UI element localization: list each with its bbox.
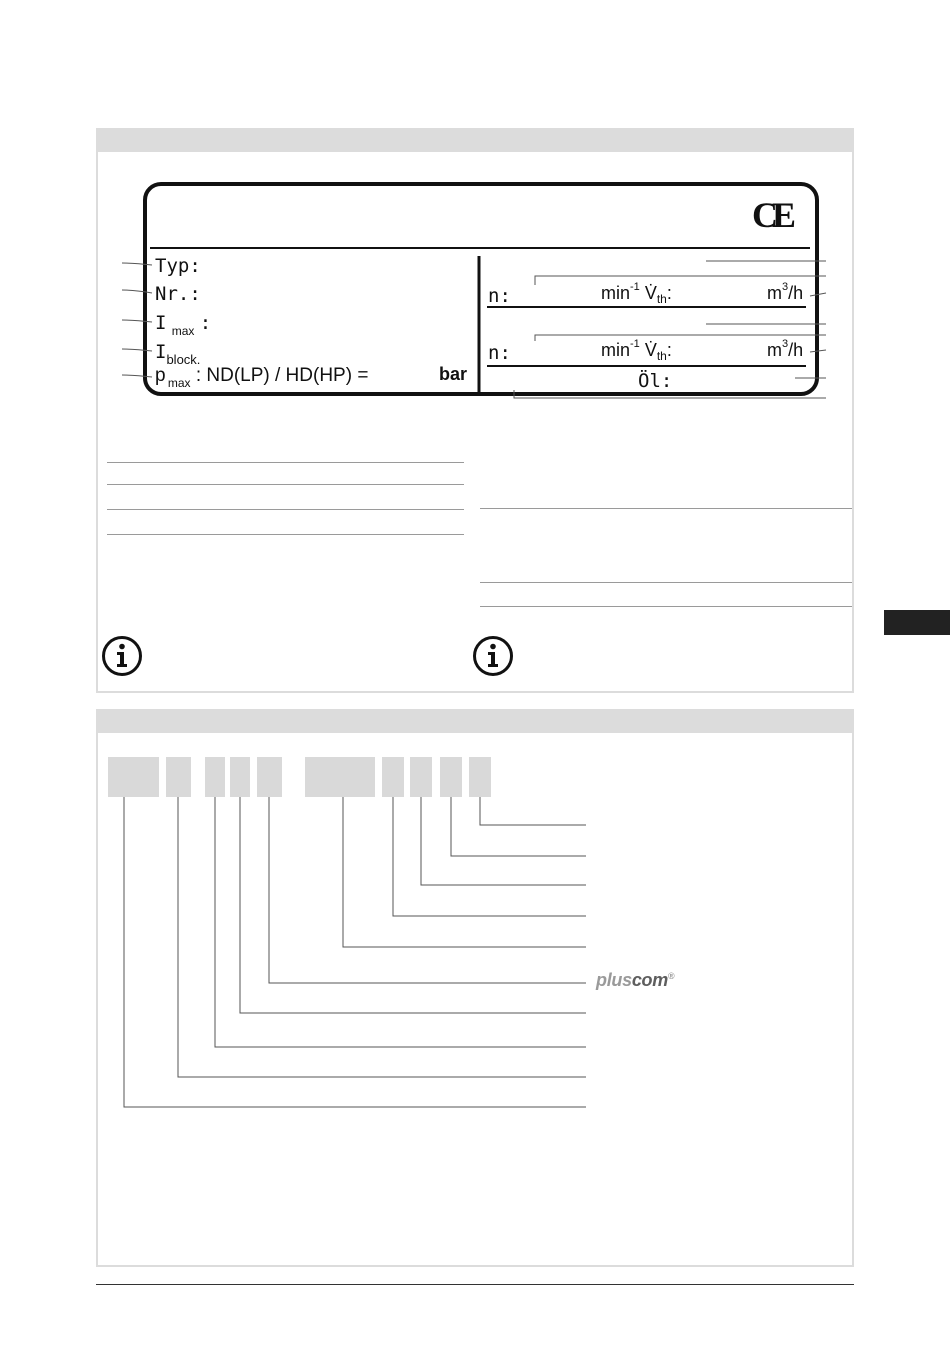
pluscom-logo <box>596 970 674 991</box>
speed-label-1: n: <box>488 285 511 307</box>
m-text: m <box>767 283 782 303</box>
per-hour: /h <box>788 340 804 360</box>
m-exponent: 3 <box>782 338 789 350</box>
v-subscript: th <box>656 349 667 363</box>
m-exponent: 3 <box>782 281 789 293</box>
imax-subscript: max <box>171 324 195 338</box>
min-text: min <box>601 340 631 360</box>
min-exponent: -1 <box>630 338 640 350</box>
v-subscript: th <box>656 292 667 306</box>
v-symbol: V̇ <box>644 340 657 360</box>
v-colon: : <box>666 340 672 360</box>
pmax-subscript: max <box>167 376 191 390</box>
speed-label-2: n: <box>488 342 511 364</box>
pmax-symbol: p <box>155 365 166 386</box>
typ-label: Typ: <box>155 255 201 277</box>
bar-unit: bar <box>439 364 468 384</box>
per-hour: /h <box>788 283 804 303</box>
iblock-symbol: I <box>155 341 167 363</box>
m-text: m <box>767 340 782 360</box>
pmax-pressure-text: : ND(LP) / HD(HP) = <box>195 365 369 386</box>
min-text: min <box>601 283 631 303</box>
logo-registered-mark: ® <box>667 971 675 981</box>
imax-colon: : <box>199 312 212 334</box>
v-symbol: V̇ <box>644 283 657 303</box>
logo-part-com: com <box>631 970 668 990</box>
v-colon: : <box>666 283 672 303</box>
min-exponent: -1 <box>630 281 640 293</box>
logo-part-plus: plus <box>596 970 632 990</box>
imax-symbol: I <box>155 312 167 334</box>
iblock-subscript: block. <box>166 352 201 367</box>
footer-rule <box>96 1284 854 1285</box>
ce-mark: CE <box>752 195 791 235</box>
nr-label: Nr.: <box>155 283 201 305</box>
oil-label: Öl: <box>638 370 673 392</box>
